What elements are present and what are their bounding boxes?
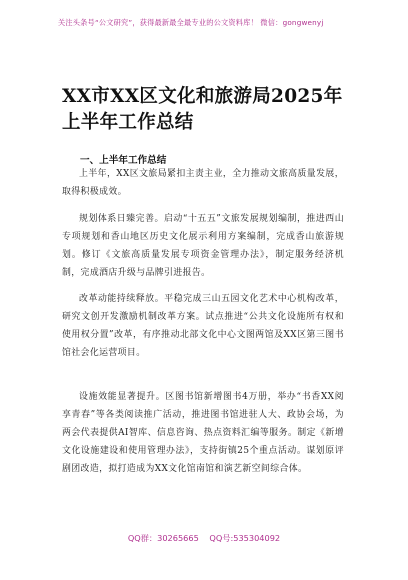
paragraph-facilities: 设施效能显著提升。区图书馆新增图书4万册，举办“书香XX阅享青春”等各类阅读推广活动，推进图书馆进驻人大、政协会场，为两会代表提供AI智库、信息咨询、热点资料汇编等服务。制定《新增文化设施建设和使用管理办法》，支持街镇25个重点活动。谋划原评剧团改造，拟打造成为XX文化馆南馆和演艺新空间综合体。 [62, 392, 344, 474]
footer-qq-number: QQ号:535304092 [209, 533, 281, 543]
footer-qq-group: QQ群：30265665 [127, 533, 199, 543]
footer-contact [0, 533, 408, 544]
document-title: XX市XX区文化和旅游局2025年上半年工作总结 [62, 86, 343, 133]
paragraph-planning: 规划体系日臻完善。启动“十五五”文旅发展规划编制，推进西山专项规划和香山地区历史文化展示利用方案编制，完成香山旅游规划。修订《文旅高质量发展专项资金管理办法》，制定服务经济机制，完成酒店升级与品牌引进报告。 [62, 214, 344, 278]
paragraph-intro: 上半年，XX区文旅局紧扣主责主业，全力推动文旅高质量发展，取得积极成效。 [62, 169, 344, 197]
promo-banner: 关注头条号“公文研究”，获得最新最全最专业的公文资料库！ 微信：gongwenyj [58, 18, 324, 27]
section-heading: 一、上半年工作总结 [80, 155, 167, 166]
paragraph-reform: 改革动能持续释放。平稳完成三山五园文化艺术中心机构改革，研究文创开发激励机制改革方案。试点推进“公共文化设施所有权和使用权分置”改革，有序推动北部文化中心文图两馆及XX区第三图书馆社会化运营项目。 [62, 294, 344, 358]
